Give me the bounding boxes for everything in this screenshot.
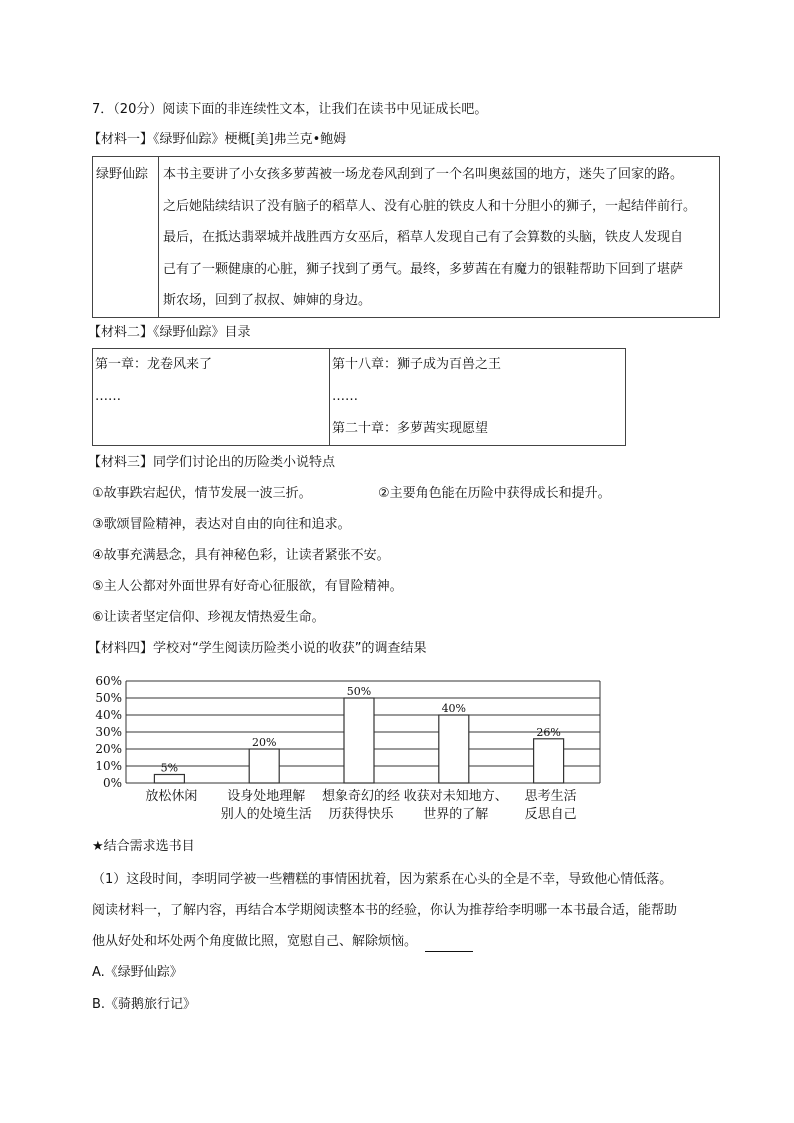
toc-ellipsis: ……: [95, 389, 121, 404]
x-category-label: 历获得快乐: [328, 807, 394, 822]
feature-item: ①故事跌宕起伏，情节发展一波三折。: [92, 486, 312, 501]
q1-line: （1）这段时间，李明同学被一些糟糕的事情困扰着，因为萦系在心头的全是不幸，导致他心情低落。: [92, 872, 673, 887]
y-tick-label: 0%: [102, 776, 122, 790]
material1-label-cell: [93, 157, 159, 318]
bar: [154, 775, 184, 784]
q1-line: 阅读材料一，了解内容，再结合本学期阅读整本书的经验，你认为推荐给李明哪一本书最合适，能帮助: [92, 903, 678, 918]
material1-line: 之后她陆续结识了没有脑子的稻草人、没有心脏的铁皮人和十分胆小的狮子，一起结伴前行。: [163, 198, 697, 214]
feature-item: ⑤主人公都对外面世界有好奇心征服欲，有冒险精神。: [92, 579, 403, 594]
question-number: 7: [92, 102, 101, 117]
feature-item: ③歌颂冒险精神，表达对自由的向往和追求。: [92, 517, 351, 532]
question-prompt: 阅读下面的非连续性文本，让我们在读书中见证成长吧。: [162, 102, 488, 117]
bar-value-label: 26%: [536, 725, 561, 739]
x-category-label: 别人的处境生活: [220, 807, 312, 822]
q1-line-with-blank: [92, 932, 473, 952]
feature-item: ②主要角色能在历险中获得成长和提升。: [378, 486, 611, 501]
material2-table: [92, 348, 626, 446]
bar: [439, 715, 469, 783]
bar-value-label: 20%: [251, 736, 277, 749]
question-score: （20分）: [113, 102, 163, 117]
y-tick-label: 20%: [95, 742, 122, 756]
toc-right-cell: [330, 349, 626, 446]
material4-heading: 【材料四】学校对“学生阅读历险类小说的收获”的调查结果: [88, 641, 427, 656]
toc-entry: 第二十章：多萝茜实现愿望: [332, 421, 489, 436]
toc-left-cell: [93, 349, 330, 446]
material3-heading: 【材料三】同学们讨论出的历险类小说特点: [88, 455, 336, 470]
survey-bar-chart: [0, 660, 794, 830]
material1-heading: 【材料一】《绿野仙踪》梗概[美]弗兰克•鲍姆: [88, 132, 347, 147]
section-title: ★结合需求选书目: [92, 839, 195, 854]
answer-blank[interactable]: [425, 937, 473, 952]
y-tick-label: 30%: [95, 725, 122, 739]
x-category-label: 想象奇幻的经: [321, 789, 401, 804]
x-category-label: 反思自己: [524, 807, 577, 822]
bar: [344, 698, 374, 783]
y-tick-label: 50%: [95, 691, 122, 705]
y-tick-label: 10%: [95, 759, 122, 773]
material2-heading: 【材料二】《绿野仙踪》目录: [88, 325, 251, 340]
material1-line: 最后，在抵达翡翠城并战胜西方女巫后，稻草人发现自己有了会算数的头脑，铁皮人发现自: [163, 230, 684, 245]
bar-value-label: 50%: [346, 685, 372, 698]
toc-ellipsis: ……: [332, 389, 358, 404]
y-tick-label: 60%: [95, 674, 122, 688]
material1-table: [92, 156, 720, 318]
x-category-label: 思考生活: [524, 789, 577, 804]
feature-item: ④故事充满悬念，具有神秘色彩，让读者紧张不安。: [92, 548, 390, 563]
bar-value-label: 40%: [441, 702, 467, 715]
toc-entry: 第一章：龙卷风来了: [95, 357, 213, 372]
q1-line: 他从好处和坏处两个角度做比照，宽慰自己、解除烦恼。: [92, 934, 418, 949]
x-category-label: 放松休闲: [145, 789, 198, 804]
material1-summary-cell: [159, 157, 720, 318]
x-category-label: 收获对未知地方、: [403, 789, 508, 804]
x-category-label: 世界的了解: [423, 807, 489, 822]
option-a[interactable]: A.《绿野仙踪》: [92, 965, 183, 980]
x-category-label: 设身处地理解: [227, 789, 306, 804]
question-stem: 7．（20分）阅读下面的非连续性文本，让我们在读书中见证成长吧。: [92, 102, 488, 117]
material1-line: 本书主要讲了小女孩多萝茜被一场龙卷风刮到了一个名叫奥兹国的地方，迷失了回家的路。: [163, 167, 684, 182]
material1-label: 绿野仙踪: [96, 167, 149, 182]
bar: [534, 739, 564, 783]
material1-line: 己有了一颗健康的心脏，狮子找到了勇气。最终，多萝茜在有魔力的银鞋帮助下回到了堪萨: [163, 261, 684, 277]
bar-value-label: 5%: [160, 761, 179, 775]
feature-item: ⑥让读者坚定信仰、珍视友情热爱生命。: [92, 610, 325, 625]
material1-line: 斯农场，回到了叔叔、婶婶的身边。: [163, 293, 372, 308]
bar: [249, 749, 279, 783]
y-tick-label: 40%: [95, 708, 122, 722]
option-b[interactable]: B.《骑鹅旅行记》: [92, 997, 197, 1012]
toc-entry: 第十八章：狮子成为百兽之王: [332, 357, 502, 372]
